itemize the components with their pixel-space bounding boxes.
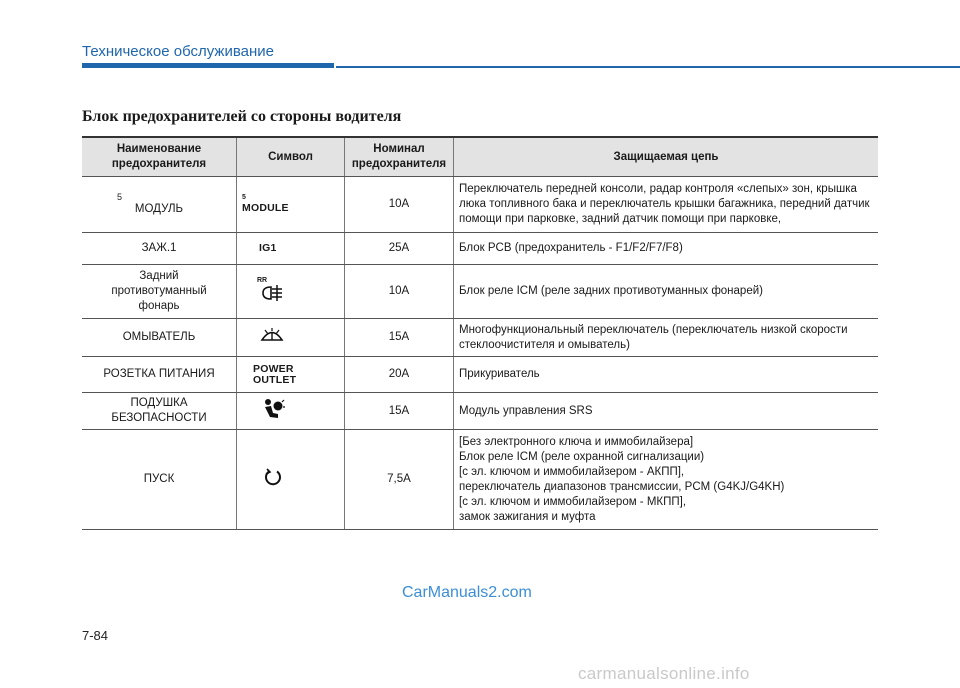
footer-watermark: carmanualsonline.info <box>578 664 750 683</box>
table-row <box>82 430 878 530</box>
column-header-circuit: Защищаемая цепь <box>454 137 879 177</box>
fuse-name: Задний противотуманный фонарь <box>82 265 237 319</box>
protected-circuit: Блок реле ICM (реле задних противотуманных фонарей) <box>454 265 879 319</box>
fuse-name-superscript: 5 <box>117 192 123 202</box>
table-row <box>82 233 878 265</box>
fuse-rating: 7,5A <box>345 430 454 530</box>
protected-circuit: Многофункциональный переключатель (переключатель низкой скорости стеклоочистителя и омыватель) <box>454 319 879 357</box>
fuse-rating: 15A <box>345 393 454 430</box>
column-header-name: Наименование предохранителя <box>82 137 237 177</box>
page-number: 7-84 <box>82 628 109 643</box>
table-row <box>82 393 878 430</box>
symbol-cell <box>237 319 345 357</box>
fuse-name: ПУСК <box>82 430 237 530</box>
page-heading: Блок предохранителей со стороны водителя <box>82 108 402 125</box>
fuse-name: МОДУЛЬ <box>134 203 184 215</box>
fuse-name: ПОДУШКА БЕЗОПАСНОСТИ <box>82 393 237 430</box>
header-rule-thin <box>336 66 960 68</box>
table-row <box>82 265 878 319</box>
module-text-icon-superscript: 5 <box>242 193 246 201</box>
fuse-table <box>82 136 878 530</box>
ig1-text-icon: IG1 <box>259 242 277 254</box>
symbol-cell <box>237 430 345 530</box>
module-text-icon: MODULE <box>242 201 289 214</box>
rear-fog-lamp-icon-label: RR <box>257 276 268 284</box>
symbol-cell <box>237 233 345 265</box>
symbol-cell <box>237 265 345 319</box>
column-header-symbol: Символ <box>237 137 345 177</box>
fuse-rating: 10A <box>345 265 454 319</box>
protected-circuit: [Без электронного ключа и иммобилайзера] Блок реле ICM (реле охранной сигнализации) [с эл. ключом и иммобилайзером - АКПП], переключатель диапазонов трансмиссии, PCM (G4KJ/G4KH) [с эл. ключом и иммобилайзером - МКПП], замок зажигания и муфта <box>454 430 879 530</box>
washer-icon <box>259 326 285 344</box>
table-row <box>82 177 878 233</box>
symbol-cell <box>237 393 345 430</box>
protected-circuit: Блок PCB (предохранитель - F1/F2/F7/F8) <box>454 233 879 265</box>
table-row <box>82 357 878 393</box>
symbol-cell <box>237 357 345 393</box>
airbag-icon <box>261 398 285 420</box>
symbol-cell <box>237 177 345 233</box>
protected-circuit: Модуль управления SRS <box>454 393 879 430</box>
protected-circuit: Прикуриватель <box>454 357 879 393</box>
table-row <box>82 319 878 357</box>
header-rule-thick <box>82 63 334 68</box>
rear-fog-lamp-icon <box>257 284 291 302</box>
table-header-row <box>82 137 878 177</box>
fuse-rating: 10A <box>345 177 454 233</box>
start-icon <box>263 467 283 487</box>
column-header-rating: Номинал предохранителя <box>345 137 454 177</box>
fuse-name-cell <box>82 177 237 233</box>
fuse-name: ЗАЖ.1 <box>82 233 237 265</box>
protected-circuit: Переключатель передней консоли, радар контроля «слепых» зон, крышка люка топливного бака и переключатель крышки багажника, передний датчик помощи при парковке, задний датчик помощи при парковке, <box>454 177 879 233</box>
power-outlet-text-icon: POWER OUTLET <box>253 362 297 386</box>
fuse-rating: 20A <box>345 357 454 393</box>
fuse-name: ОМЫВАТЕЛЬ <box>82 319 237 357</box>
watermark-link[interactable]: CarManuals2.com <box>402 584 532 601</box>
fuse-name: РОЗЕТКА ПИТАНИЯ <box>82 357 237 393</box>
section-title: Техническое обслуживание <box>82 43 274 60</box>
fuse-rating: 25A <box>345 233 454 265</box>
fuse-rating: 15A <box>345 319 454 357</box>
